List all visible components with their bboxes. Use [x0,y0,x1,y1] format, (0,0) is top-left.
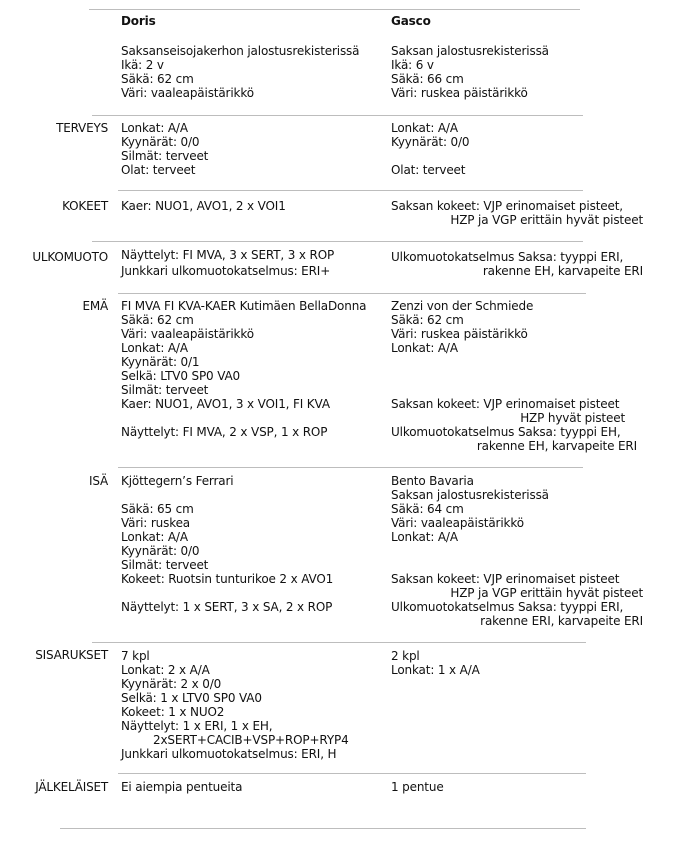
ema-right-line: rakenne EH, karvapeite ERI [476,439,637,453]
ema-left-line: Kyynärät: 0/1 [121,355,200,369]
intro-right [391,44,643,100]
sisarukset-left-line: Näyttelyt: 1 x ERI, 1 x EH, [121,719,273,733]
section-label-terveys: TERVEYS [56,121,108,135]
bottom-divider [60,828,586,829]
sisarukset-right [391,649,643,677]
terveys-left-line: Olat: terveet [121,163,196,177]
intro-right-line: Saksan jalostusrekisterissä [391,44,549,58]
intro-right-line: Säkä: 66 cm [391,72,464,86]
isa-right-line: Väri: vaaleapäistärikkö [391,516,524,530]
isa-left-line: Kyynärät: 0/0 [121,544,200,558]
isa-right-line: Saksan kokeet: VJP erinomaiset pisteet [391,572,620,586]
ulkomuoto-right [391,250,643,278]
intro-left [121,44,387,100]
isa-right-line [391,558,643,572]
ema-left-line: Selkä: LTV0 SP0 VA0 [121,369,241,383]
dog-name-doris: Doris [121,14,156,28]
terveys-right-line [391,149,643,163]
ulkomuoto-left-line: Junkkari ulkomuotokatselmus: ERI+ [121,264,331,278]
ema-left-line: Silmät: terveet [121,383,209,397]
sisarukset-left-line: Kyynärät: 2 x 0/0 [121,677,222,691]
ulkomuoto-left [121,248,387,278]
isa-left-line [121,586,387,600]
ema-right-line: Saksan kokeet: VJP erinomaiset pisteet [391,397,620,411]
terveys-right-line: Lonkat: A/A [391,121,458,135]
ulkomuoto-right-line: Ulkomuotokatselmus Saksa: tyyppi ERI, [391,250,624,264]
terveys-right [391,121,643,177]
section-label-ulkomuoto: ULKOMUOTO [32,250,108,264]
dog-left-column-header [121,14,387,28]
sisarukset-left [121,649,387,761]
terveys-left-line: Silmät: terveet [121,149,209,163]
ulkomuoto-right-line: rakenne EH, karvapeite ERI [482,264,643,278]
terveys-left-line: Lonkat: A/A [121,121,188,135]
sisarukset-left-line: Kokeet: 1 x NUO2 [121,705,225,719]
terveys-right-line: Kyynärät: 0/0 [391,135,470,149]
jalkelaiset-left-line: Ei aiempia pentueita [121,780,243,794]
isa-right-line: Bento Bavaria [391,474,474,488]
ema-right-line: Ulkomuotokatselmus Saksa: tyyppi EH, [391,425,621,439]
ema-left [121,299,387,439]
isa-left-line [121,488,387,502]
terveys-right-line: Olat: terveet [391,163,466,177]
section-divider [92,241,583,242]
ema-right-line: Väri: ruskea päistärikkö [391,327,528,341]
terveys-left [121,121,387,177]
intro-left-line: Säkä: 62 cm [121,72,194,86]
kokeet-right-line: HZP ja VGP erittäin hyvät pisteet [450,213,643,227]
sisarukset-left-line: Selkä: 1 x LTV0 SP0 VA0 [121,691,262,705]
isa-right-line: Ulkomuotokatselmus Saksa: tyyppi ERI, [391,600,624,614]
section-divider [92,115,583,116]
ema-left-line: Väri: vaaleapäistärikkö [121,327,254,341]
isa-left-line: Silmät: terveet [121,558,209,572]
isa-right-line: HZP ja VGP erittäin hyvät pisteet [450,586,643,600]
kokeet-right-line: Saksan kokeet: VJP erinomaiset pisteet, [391,199,623,213]
jalkelaiset-right [391,780,643,794]
kokeet-left [121,199,387,213]
ema-right-line: HZP hyvät pisteet [520,411,625,425]
top-divider [89,9,580,10]
terveys-left-line: Kyynärät: 0/0 [121,135,200,149]
ema-left-line: Säkä: 62 cm [121,313,194,327]
kokeet-left-line: Kaer: NUO1, AVO1, 2 x VOI1 [121,199,286,213]
isa-left-line: Kokeet: Ruotsin tunturikoe 2 x AVO1 [121,572,334,586]
section-label-sisarukset: SISARUKSET [35,648,108,662]
isa-left-line: Väri: ruskea [121,516,191,530]
ema-right [391,299,643,453]
ema-left-line [121,411,387,425]
ema-left-line: FI MVA FI KVA-KAER Kutimäen BellaDonna [121,299,367,313]
ema-left-line: Lonkat: A/A [121,341,188,355]
isa-left-line: Näyttelyt: 1 x SERT, 3 x SA, 2 x ROP [121,600,333,614]
section-divider [118,190,583,191]
isa-left-line: Säkä: 65 cm [121,502,194,516]
isa-right-line: Säkä: 64 cm [391,502,464,516]
ema-right-line: Lonkat: A/A [391,341,458,355]
sisarukset-left-line: 2xSERT+CACIB+VSP+ROP+RYP4 [153,733,349,747]
dog-right-column-header [391,14,643,28]
sisarukset-left-line: Lonkat: 2 x A/A [121,663,210,677]
intro-left-line: Saksanseisojakerhon jalostusrekisterissä [121,44,360,58]
section-label-kokeet: KOKEET [62,199,108,213]
isa-right-line: rakenne ERI, karvapeite ERI [480,614,643,628]
ema-right-line [391,355,643,369]
ema-right-line [391,369,643,383]
section-divider [118,773,586,774]
section-label-jalkelaiset: JÄLKELÄISET [35,780,108,794]
isa-right-line: Saksan jalostusrekisterissä [391,488,549,502]
ulkomuoto-left-line: Näyttelyt: FI MVA, 3 x SERT, 3 x ROP [121,248,335,262]
sisarukset-right-line: 2 kpl [391,649,420,663]
section-label-isa: ISÄ [89,474,108,488]
jalkelaiset-right-line: 1 pentue [391,780,444,794]
intro-left-line: Ikä: 2 v [121,58,164,72]
intro-right-line: Ikä: 6 v [391,58,434,72]
sisarukset-left-line: 7 kpl [121,649,150,663]
isa-right-line [391,544,643,558]
kokeet-right [391,199,643,227]
sisarukset-left-line: Junkkari ulkomuotokatselmus: ERI, H [121,747,337,761]
dog-name-gasco: Gasco [391,14,431,28]
section-divider [92,642,586,643]
jalkelaiset-left [121,780,387,794]
intro-left-line: Väri: vaaleapäistärikkö [121,86,254,100]
intro-right-line: Väri: ruskea päistärikkö [391,86,528,100]
ema-right-line: Zenzi von der Schmiede [391,299,534,313]
section-divider [118,293,586,294]
section-divider [118,467,583,468]
sisarukset-right-line: Lonkat: 1 x A/A [391,663,480,677]
isa-left-line: Lonkat: A/A [121,530,188,544]
ema-right-line: Säkä: 62 cm [391,313,464,327]
isa-right-line: Lonkat: A/A [391,530,458,544]
isa-right [391,474,643,628]
ema-left-line: Kaer: NUO1, AVO1, 3 x VOI1, FI KVA [121,397,330,411]
isa-left [121,474,387,614]
ema-left-line: Näyttelyt: FI MVA, 2 x VSP, 1 x ROP [121,425,328,439]
ema-right-line [391,383,643,397]
section-label-ema: EMÄ [82,299,108,313]
isa-left-line: Kjöttegern’s Ferrari [121,474,234,488]
